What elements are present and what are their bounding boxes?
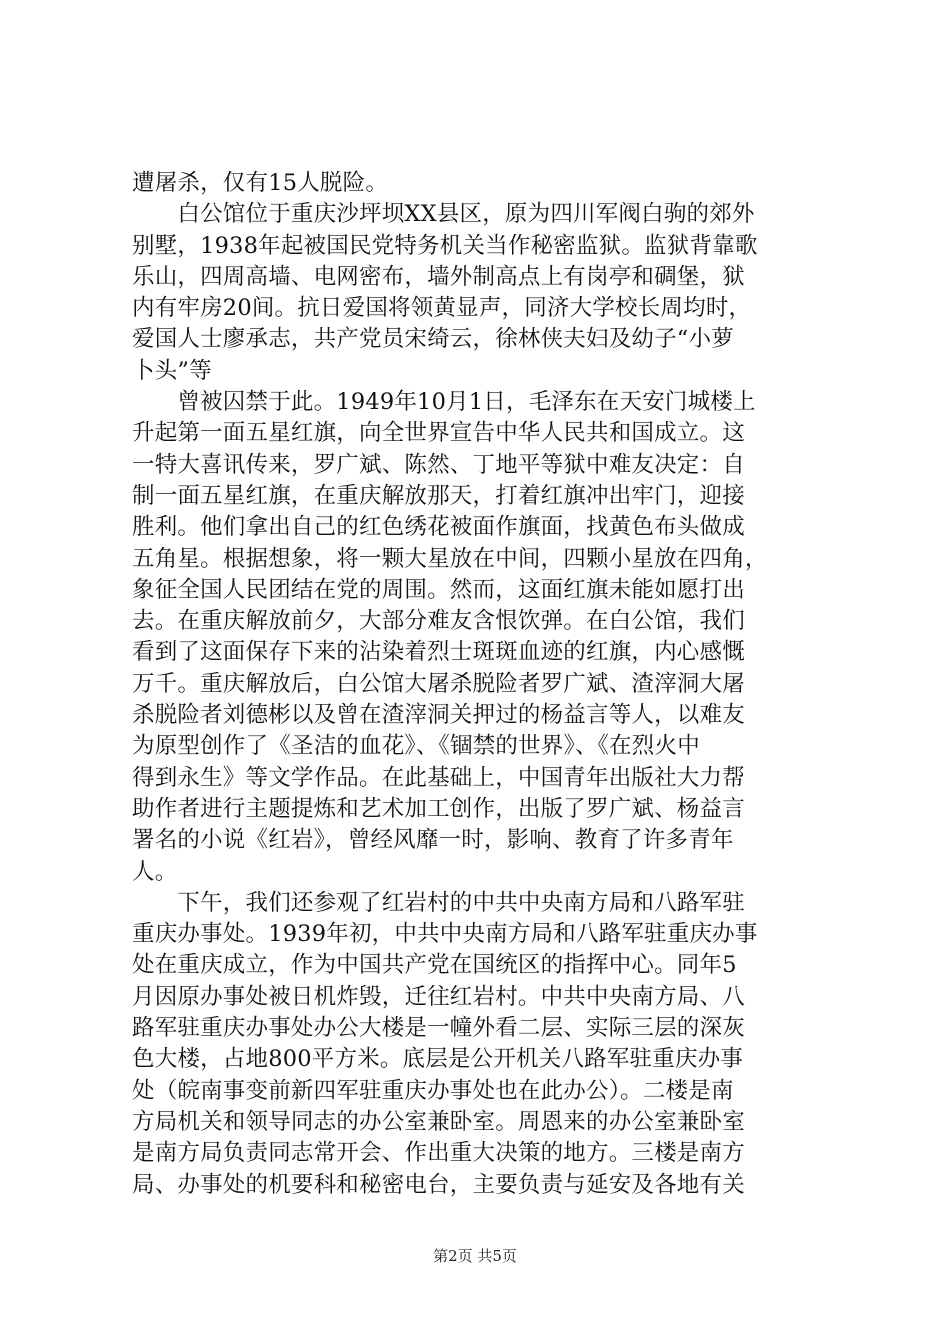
- text-line: 重庆办事处。1939年初，中共中央南方局和八路军驻重庆办事: [132, 921, 758, 948]
- text-line: 处在重庆成立，作为中国共产党在国统区的指挥中心。同年5: [132, 952, 737, 979]
- text-line: 象征全国人民团结在党的周围。然而，这面红旗未能如愿打出: [132, 576, 745, 603]
- text-line: 五角星。根据想象，将一颗大星放在中间，四颗小星放在四角，: [132, 545, 768, 572]
- page-footer: 第2页 共5页: [433, 1247, 517, 1265]
- text-line: 是南方局负责同志常开会、作出重大决策的地方。三楼是南方: [132, 1140, 745, 1167]
- text-line: 卜头”等: [132, 357, 212, 384]
- text-line: 去。在重庆解放前夕，大部分难友含恨饮弹。在白公馆，我们: [132, 608, 745, 635]
- text-line: 乐山，四周高墙、电网密布，墙外制高点上有岗亭和碉堡，狱: [132, 263, 745, 290]
- text-line: 处（皖南事变前新四军驻重庆办事处也在此办公）。二楼是南: [132, 1077, 734, 1104]
- text-line: 曾被囚禁于此。1949年10月1日，毛泽东在天安门城楼上: [132, 389, 756, 416]
- text-line: 看到了这面保存下来的沾染着烈士斑斑血迹的红旗，内心感慨: [132, 639, 745, 666]
- text-line: 助作者进行主题提炼和艺术加工创作，出版了罗广斌、杨益言: [132, 795, 745, 822]
- text-line: 内有牢房20间。抗日爱国将领黄显声，同济大学校长周均时，: [132, 295, 752, 322]
- text-line: 万千。重庆解放后，白公馆大屠杀脱险者罗广斌、渣滓洞大屠: [132, 670, 745, 697]
- text-line: 胜利。他们拿出自己的红色绣花被面作旗面，找黄色布头做成: [132, 514, 745, 541]
- text-line: 月因原办事处被日机炸毁，迁往红岩村。中共中央南方局、八: [132, 983, 745, 1010]
- text-line: 方局机关和领导同志的办公室兼卧室。周恩来的办公室兼卧室: [132, 1108, 745, 1135]
- text-line: 杀脱险者刘德彬以及曾在渣滓洞关押过的杨益言等人，以难友: [132, 702, 745, 729]
- text-line: 人。: [132, 858, 178, 885]
- document-body: [132, 168, 830, 1201]
- text-line: 局、办事处的机要科和秘密电台，主要负责与延安及各地有关: [132, 1171, 745, 1198]
- text-line: 色大楼，占地800平方米。底层是公开机关八路军驻重庆办事: [132, 1046, 744, 1073]
- text-line: 爱国人士廖承志，共产党员宋绮云，徐林侠夫妇及幼子“小萝: [132, 326, 734, 353]
- text-line: 制一面五星红旗，在重庆解放那天，打着红旗冲出牢门，迎接: [132, 482, 745, 509]
- text-line: 署名的小说《红岩》，曾经风靡一时，影响、教育了许多青年: [132, 827, 734, 854]
- text-line: 白公馆位于重庆沙坪坝XX县区，原为四川军阀白驹的郊外: [132, 201, 755, 228]
- text-line: 得到永生》等文学作品。在此基础上，中国青年出版社大力帮: [132, 764, 745, 791]
- text-line: 别墅，1938年起被国民党特务机关当作秘密监狱。监狱背靠歌: [132, 232, 758, 259]
- text-line: 为原型创作了《圣洁的血花》、《锢禁的世界》、《在烈火中: [132, 733, 700, 760]
- text-line: 升起第一面五星红旗，向全世界宣告中华人民共和国成立。这: [132, 420, 745, 447]
- text-line: 下午，我们还参观了红岩村的中共中央南方局和八路军驻: [132, 889, 745, 916]
- text-line: 遭屠杀，仅有15人脱险。: [132, 170, 389, 196]
- text-line: 路军驻重庆办事处办公大楼是一幢外看二层、实际三层的深灰: [132, 1015, 745, 1042]
- text-line: 一特大喜讯传来，罗广斌、陈然、丁地平等狱中难友决定：自: [132, 451, 745, 478]
